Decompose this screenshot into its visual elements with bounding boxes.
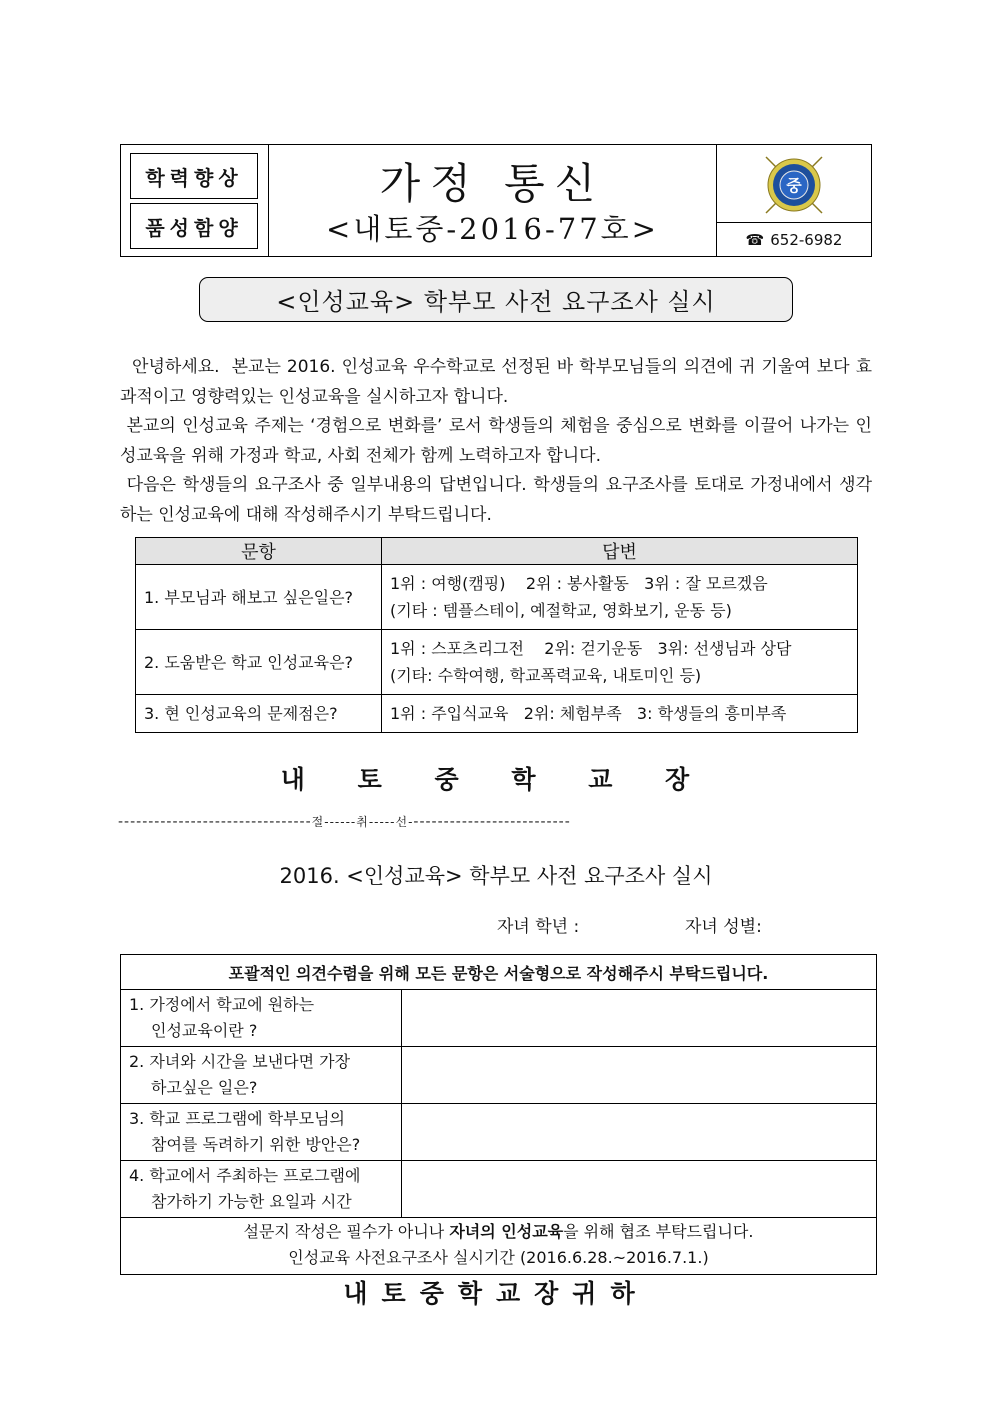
title-panel <box>269 145 716 256</box>
answer-line: 1위 : 주입식교육 2위: 체험부족 3: 학생들의 흥미부족 <box>390 704 787 723</box>
question-line: 1. 가정에서 학교에 원하는 <box>129 995 315 1014</box>
form-instruction: 포괄적인 의견수렴을 위해 모든 문항은 서술형으로 작성해주시 부탁드립니다. <box>121 955 877 990</box>
instruction-row <box>121 955 877 990</box>
intro-paragraph-3: 다음은 학생들의 요구조사 중 일부내용의 답변입니다. 학생들의 요구조사를 토대로 가정내에서 생각하는 인성교육에 대해 작성해주시기 부탁드립니다. <box>120 475 872 525</box>
emblem-letter: 중 <box>786 176 802 195</box>
form-question <box>121 1104 402 1161</box>
answer-line: 1위 : 여행(캠핑) 2위 : 봉사활동 3위 : 잘 모르겠음 <box>390 574 768 593</box>
column-header-question: 문항 <box>136 538 382 565</box>
form-title: 2016. <인성교육> 학부모 사전 요구조사 실시 <box>279 864 713 888</box>
question-line: 하고싶은 일은? <box>151 1078 258 1097</box>
motto-academic: 학력향상 <box>130 153 258 199</box>
survey-results-table <box>135 537 858 733</box>
row-question: 1. 부모님과 해보고 싶은일은? <box>136 565 382 630</box>
table-row <box>136 565 858 630</box>
grade-label: 자녀 학년 : <box>497 917 580 937</box>
table-row <box>136 630 858 695</box>
question-line: 인성교육이란 ? <box>151 1021 258 1040</box>
motto-panel <box>121 145 269 256</box>
principal-signature: 내 토 중 학 교 장 <box>280 765 712 794</box>
newsletter-header <box>120 144 872 257</box>
row-question: 2. 도움받은 학교 인성교육은? <box>136 630 382 695</box>
intro-paragraph-1: 안녕하세요. 본교는 2016. 인성교육 우수학교로 선정된 바 학부모님들의 의견에 귀 기울여 보다 효과적이고 영향력있는 인성교육을 실시하고자 합니다. <box>120 357 872 407</box>
form-question <box>121 1047 402 1104</box>
answer-field[interactable] <box>402 1161 877 1218</box>
footer-emphasis: 자녀의 인성교육 <box>449 1222 564 1241</box>
question-line: 참가하기 가능한 요일과 시간 <box>151 1192 352 1211</box>
cut-line-right: -------------------------- <box>413 814 571 830</box>
phone-icon: ☎ <box>745 230 765 249</box>
form-question <box>121 990 402 1047</box>
cut-line-label: 절------취-----선- <box>311 815 414 829</box>
intro-paragraph-2: 본교의 인성교육 주제는 ‘경험으로 변화를’ 로서 학생들의 체험을 중심으로 변화를 이끌어 나가는 인성교육을 위해 가정과 학교, 사회 전체가 함께 노력하고자 합니다. <box>120 416 872 466</box>
table-header-row <box>136 538 858 565</box>
closing-addressee: 내토중학교장귀하 <box>343 1279 649 1308</box>
answer-line: 1위 : 스포츠리그전 2위: 걷기운동 3위: 선생님과 상담 <box>390 639 792 658</box>
notice-title: <인성교육> 학부모 사전 요구조사 실시 <box>199 277 793 322</box>
question-line: 3. 학교 프로그램에 학부모님의 <box>129 1109 345 1128</box>
table-row <box>121 990 877 1047</box>
row-answer <box>382 630 858 695</box>
issue-number: <내토중-2016-77호> <box>326 212 659 246</box>
question-line: 2. 자녀와 시간을 보낸다면 가장 <box>129 1052 351 1071</box>
cut-line-left: -------------------------------- <box>118 814 312 830</box>
school-panel <box>716 145 871 256</box>
row-answer <box>382 695 858 733</box>
table-row <box>121 1047 877 1104</box>
response-form-table <box>120 954 877 1275</box>
survey-period: 인성교육 사전요구조사 실시기간 (2016.6.28.~2016.7.1.) <box>288 1248 709 1267</box>
question-line: 참여를 독려하기 위한 방안은? <box>151 1135 361 1154</box>
form-footer-note <box>121 1219 876 1245</box>
table-row <box>121 1161 877 1218</box>
answer-field[interactable] <box>402 990 877 1047</box>
gender-label: 자녀 성별: <box>685 917 762 937</box>
answer-line: (기타: 수학여행, 학교폭력교육, 내토미인 등) <box>390 666 702 685</box>
answer-field[interactable] <box>402 1047 877 1104</box>
school-emblem-icon <box>760 151 828 219</box>
form-question <box>121 1161 402 1218</box>
answer-field[interactable] <box>402 1104 877 1161</box>
table-row <box>121 1104 877 1161</box>
phone-row <box>717 222 871 256</box>
intro-text <box>120 353 872 530</box>
phone-number: 652-6982 <box>770 230 843 249</box>
form-footer <box>121 1218 877 1275</box>
table-row <box>136 695 858 733</box>
cut-line <box>118 813 874 830</box>
answer-line: (기타 : 템플스테이, 예절학교, 영화보기, 운동 등) <box>390 601 732 620</box>
motto-character: 품성함양 <box>130 203 258 249</box>
question-line: 4. 학교에서 주최하는 프로그램에 <box>129 1166 361 1185</box>
row-answer <box>382 565 858 630</box>
row-question: 3. 현 인성교육의 문제점은? <box>136 695 382 733</box>
form-footer-row <box>121 1218 877 1275</box>
student-info <box>497 912 762 937</box>
column-header-answer: 답변 <box>382 538 858 565</box>
footer-text: 을 위해 협조 부탁드립니다. <box>563 1222 754 1241</box>
newsletter-title: 가정 통신 <box>379 159 606 208</box>
footer-text: 설문지 작성은 필수가 아니나 <box>243 1222 450 1241</box>
